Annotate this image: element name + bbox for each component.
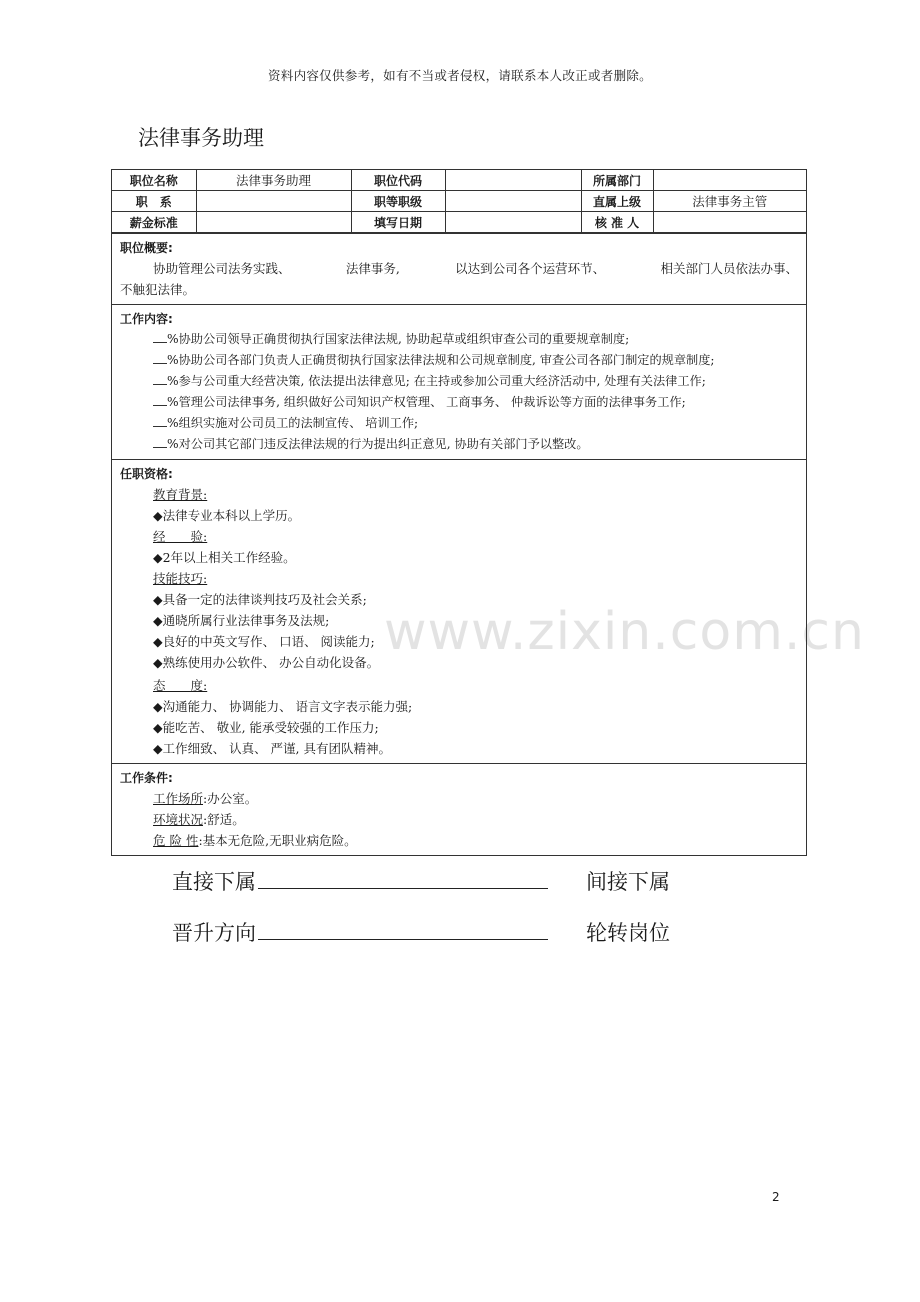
label-cell: 职 系 [112, 191, 196, 212]
overview-part: 以达到公司各个运营环节、 [455, 261, 606, 276]
condition-key: 工作场所 [153, 791, 204, 806]
condition-value: :基本无危险,无职业病危险。 [198, 833, 357, 848]
duties-section [112, 304, 806, 459]
value-cell [445, 191, 581, 212]
label-cell: 职位名称 [112, 170, 196, 191]
label-cell: 职位代码 [351, 170, 445, 191]
list-item: ◆具备一定的法律谈判技巧及社会关系; [153, 592, 367, 607]
condition-key: 环境状况 [153, 812, 204, 827]
value-cell [653, 212, 806, 233]
value-cell [196, 212, 351, 233]
page-number: 2 [772, 1190, 780, 1204]
value-cell: 法律事务助理 [196, 170, 351, 191]
condition-value: :办公室。 [203, 791, 258, 806]
rotation-post-label: 轮转岗位 [586, 921, 670, 945]
experience-heading: 经 验: [153, 529, 208, 544]
duty-text: %对公司其它部门违反法律法规的行为提出纠正意见, 协助有关部门予以整改。 [167, 437, 589, 451]
overview-part: 相关部门人员依法办事、 [660, 261, 798, 276]
list-item [120, 371, 798, 392]
qualifications-label: 任职资格: [120, 467, 173, 481]
direct-subordinate-label: 直接下属 [172, 870, 256, 894]
label-cell: 直属上级 [581, 191, 653, 212]
list-item: ◆法律专业本科以上学历。 [153, 508, 301, 523]
duty-text: %参与公司重大经营决策, 依法提出法律意见; 在主持或参加公司重大经济活动中, 处理有关法律工作; [167, 374, 706, 388]
list-item [120, 392, 798, 413]
blank-line [153, 372, 167, 385]
blank-line [153, 414, 167, 427]
list-item [120, 830, 798, 851]
document-title: 法律事务助理 [138, 126, 264, 150]
blank-line [153, 330, 167, 343]
label-cell: 薪金标准 [112, 212, 196, 233]
list-item: ◆沟通能力、 协调能力、 语言文字表示能力强; [153, 699, 413, 714]
blank-line [153, 435, 167, 448]
value-cell [196, 191, 351, 212]
label-cell: 职等职级 [351, 191, 445, 212]
table-row [112, 170, 806, 191]
label-cell: 填写日期 [351, 212, 445, 233]
list-item [120, 434, 798, 455]
subordinates-row [172, 866, 670, 896]
blank-line [153, 393, 167, 406]
info-table [112, 170, 806, 233]
list-item: ◆能吃苦、 敬业, 能承受较强的工作压力; [153, 720, 379, 735]
overview-part: 协助管理公司法务实践、 [153, 261, 291, 276]
skills-heading: 技能技巧: [153, 571, 208, 586]
list-item [120, 329, 798, 350]
label-cell: 核 准 人 [581, 212, 653, 233]
overview-line-2: 不触犯法律。 [120, 282, 196, 297]
conditions-section [112, 763, 806, 855]
value-cell [445, 212, 581, 233]
watermark: www.zixin.com.cn [384, 602, 865, 662]
education-heading: 教育背景: [153, 487, 208, 502]
list-item [120, 809, 798, 830]
list-item [120, 788, 798, 809]
qualifications-section [112, 459, 806, 763]
list-item [120, 350, 798, 371]
blank-line [153, 351, 167, 364]
direct-subordinate-blank [258, 866, 548, 889]
overview-section [112, 233, 806, 304]
duty-text: %组织实施对公司员工的法制宣传、 培训工作; [167, 416, 419, 430]
value-cell: 法律事务主管 [653, 191, 806, 212]
career-row [172, 917, 670, 947]
duty-text: %协助公司各部门负责人正确贯彻执行国家法律法规和公司规章制度, 审查公司各部门制定的规章制度; [167, 353, 715, 367]
condition-value: :舒适。 [203, 812, 245, 827]
promotion-path-blank [258, 917, 548, 940]
duty-text: %管理公司法律事务, 组织做好公司知识产权管理、 工商事务、 仲裁诉讼等方面的法律事务工作; [167, 395, 686, 409]
duty-text: %协助公司领导正确贯彻执行国家法律法规, 协助起草或组织审查公司的重要规章制度; [167, 332, 630, 346]
conditions-label: 工作条件: [120, 771, 173, 785]
overview-label: 职位概要: [120, 241, 173, 255]
value-cell [653, 170, 806, 191]
list-item: ◆2年以上相关工作经验。 [153, 550, 296, 565]
overview-part: 法律事务, [345, 261, 400, 276]
indirect-subordinate-label: 间接下属 [586, 870, 670, 894]
label-cell: 所属部门 [581, 170, 653, 191]
job-description-table [111, 169, 807, 856]
overview-line [120, 258, 798, 279]
list-item: ◆良好的中英文写作、 口语、 阅读能力; [153, 634, 375, 649]
list-item: ◆通晓所属行业法律事务及法规; [153, 613, 330, 628]
list-item [120, 413, 798, 434]
table-row [112, 191, 806, 212]
promotion-path-label: 晋升方向 [172, 921, 256, 945]
list-item: ◆熟练使用办公软件、 办公自动化设备。 [153, 655, 380, 670]
attitude-heading: 态 度: [153, 678, 208, 693]
condition-key: 危 险 性 [153, 833, 199, 848]
table-row [112, 212, 806, 233]
header-note: 资料内容仅供参考，如有不当或者侵权，请联系本人改正或者删除。 [267, 68, 652, 83]
list-item: ◆工作细致、 认真、 严谨, 具有团队精神。 [153, 741, 392, 756]
value-cell [445, 170, 581, 191]
duties-label: 工作内容: [120, 312, 173, 326]
